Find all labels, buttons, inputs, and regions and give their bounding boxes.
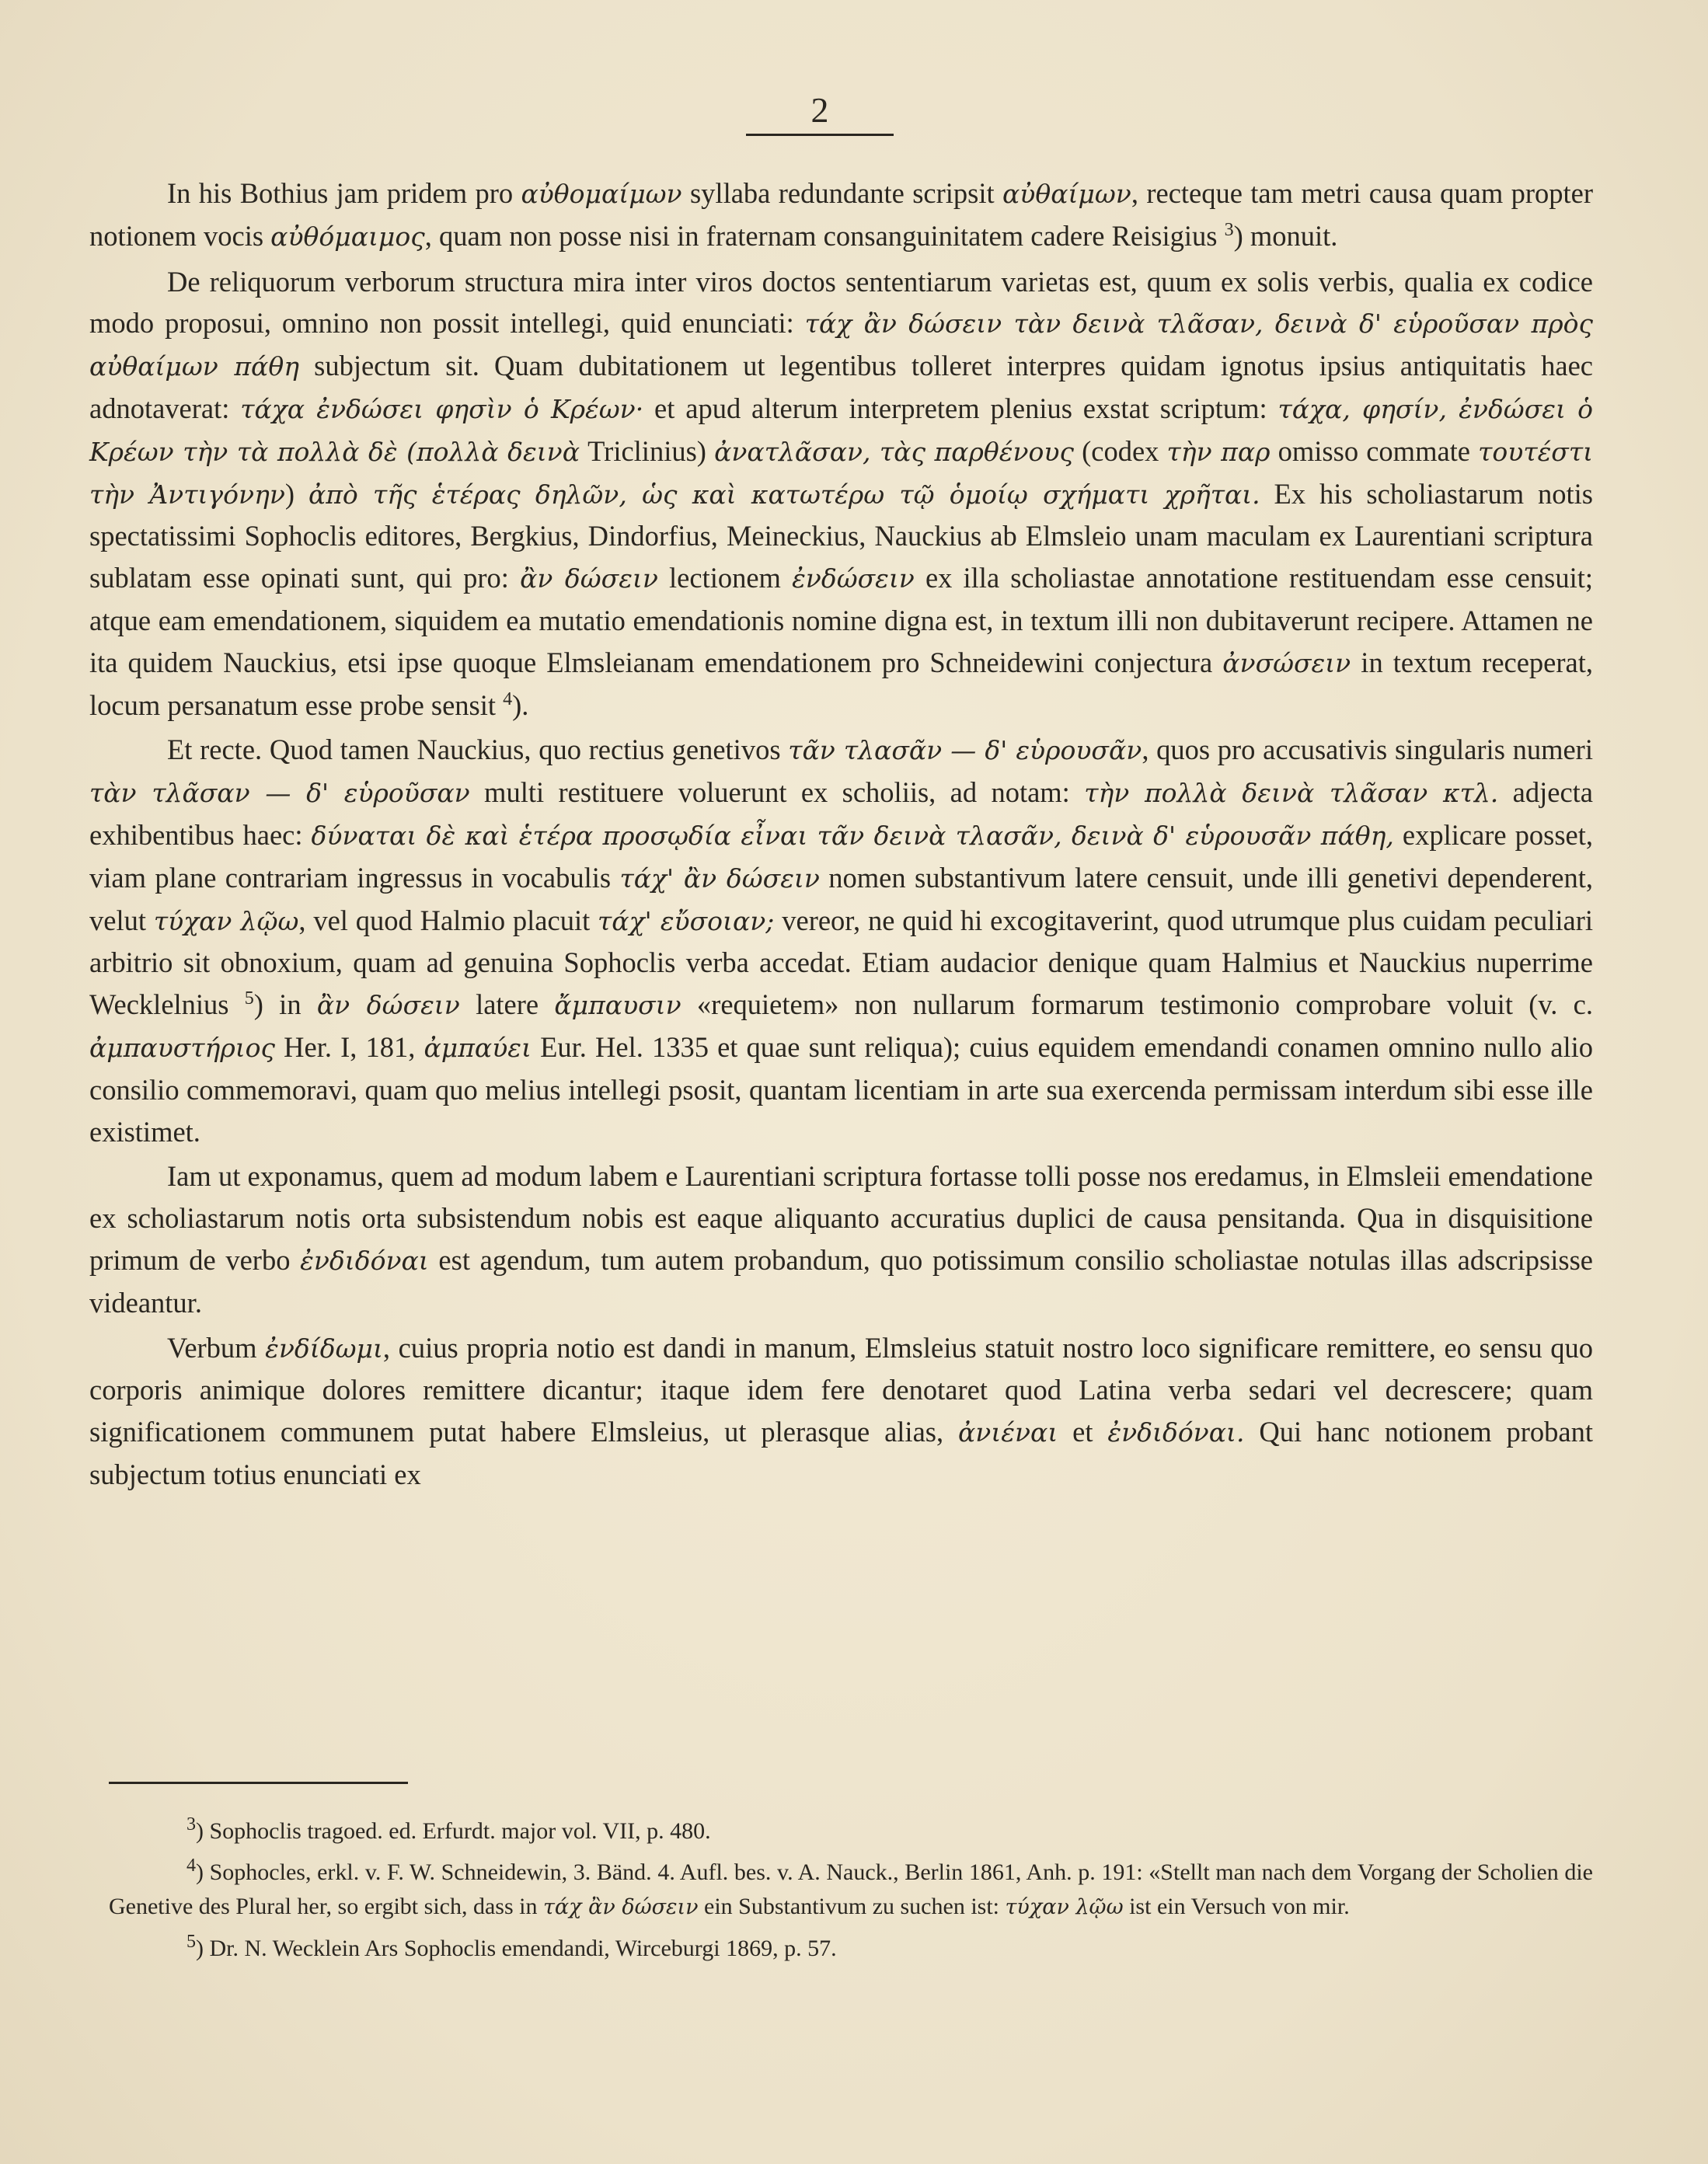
text-run: ) Sophocles, erkl. v. F. W. Schneidewin, 3. Bänd. 4. Aufl. bes. v. A. Nauck., Berlin 1861, Anh. p. 191: «Stellt man nach dem Vorgang der Scholien die Genetive des Plural her, so ergibt sich, dass in bbox=[109, 1859, 1593, 1919]
greek-quotation: τὴν παρ bbox=[1166, 436, 1271, 467]
text-run: syllaba redundante scripsit bbox=[681, 177, 1002, 209]
text-run: ex illa scholiastae annotatione restituendam esse censuit; atque eam emendationem, siquidem ea mutatio emendationis nomine digna est, in textum illi non dubitaverunt recipere. Attamen ne ita quidem Nauckius, etsi ipse quoque Elmsleianam emendationem pro Schneidewini conjectura bbox=[89, 562, 1593, 678]
greek-quotation: αὐθαίμων bbox=[1002, 179, 1131, 209]
text-run: , vel quod Halmio placuit bbox=[298, 904, 598, 936]
paragraph bbox=[89, 729, 1593, 1152]
paragraph bbox=[89, 172, 1593, 258]
greek-quotation: ἀπὸ τῆς ἑτέρας δηλῶν, ὡς καὶ κατωτέρω τῷ ὁμοίῳ σχήματι χρῆται. bbox=[308, 479, 1260, 510]
greek-quotation: ἐνδώσειν bbox=[792, 563, 915, 594]
text-run: Iam ut exponamus, quem ad modum labem e Laurentiani scriptura fortasse tolli posse nos eredamus, in Elmsleii emendatione ex scholiastarum notis orta subsistendum nobis est eaque aliquanto accuratius duplici de causa pensitanda. Qua in disquisitione primum de verbo bbox=[89, 1160, 1593, 1276]
text-run: lectionem bbox=[657, 562, 793, 594]
greek-quotation: ἐνδιδόναι. bbox=[1107, 1417, 1245, 1448]
greek-quotation: τουτέστι τὴν Ἀντιγόνην bbox=[89, 436, 1594, 510]
greek-quotation: ἂν δώσειν bbox=[520, 563, 658, 594]
text-run: Et recte. Quod tamen Nauckius, quo rectius genetivos bbox=[167, 734, 789, 766]
greek-quotation: αὐθομαίμων bbox=[521, 179, 682, 209]
text-run: «requietem» non nullarum formarum testimonio comprobare voluit (v. c. bbox=[681, 988, 1593, 1021]
text-run: (codex bbox=[1073, 434, 1167, 467]
greek-quotation: ἄμπαυσιν bbox=[554, 990, 681, 1021]
text-run: subjectum sit. Quam dubitationem ut legentibus tolleret interpres quidam ignotus ipsius antiquitatis haec adnotaverat: bbox=[89, 350, 1593, 424]
text-run: Her. I, 181, bbox=[275, 1030, 424, 1063]
paragraph bbox=[89, 261, 1593, 727]
greek-quotation: ἀνιέναι bbox=[957, 1417, 1058, 1448]
footnote-reference: 5 bbox=[186, 1932, 196, 1952]
footnote-reference: 4 bbox=[503, 688, 513, 709]
greek-quotation: τάχ ἂν δώσειν τὰν δεινὰ τλᾶσαν, δεινὰ δ' εὑροῦσαν πρὸς αὐθαίμων πάθη bbox=[89, 308, 1593, 382]
text-run: , recteque tam metri causa quam propter notionem vocis bbox=[89, 177, 1593, 252]
greek-quotation: ἀμπαυστήριος bbox=[89, 1032, 276, 1063]
paragraph bbox=[89, 1327, 1593, 1496]
greek-quotation: τάχα, φησίν, ἐνδώσει ὁ Κρέων τὴν τὰ πολλὰ δὲ (πολλὰ δεινὰ bbox=[89, 393, 1593, 467]
text-run: et apud alterum interpretem plenius exstat scriptum: bbox=[643, 392, 1278, 424]
text-run: Verbum bbox=[167, 1331, 266, 1364]
text-run: ). bbox=[512, 688, 529, 721]
greek-quotation: τύχαν λῷω bbox=[153, 905, 299, 936]
greek-quotation: τάχα ἐνδώσει φησὶν ὁ Κρέων· bbox=[240, 393, 644, 424]
greek-quotation: ἀνσώσειν bbox=[1222, 647, 1351, 678]
text-run: omisso commate bbox=[1270, 434, 1479, 467]
text-run: adjecta exhibentibus haec: bbox=[89, 776, 1593, 851]
greek-quotation: ἀνατλᾶσαν, τὰς παρθένους bbox=[714, 436, 1074, 467]
text-run: ) Dr. N. Wecklein Ars Sophoclis emendandi, Wirceburgi 1869, p. 57. bbox=[196, 1936, 837, 1961]
footnote-reference: 3 bbox=[186, 1814, 196, 1835]
footnote-separator bbox=[109, 1782, 408, 1784]
footnote bbox=[109, 1856, 1593, 1925]
text-run: In his Bothius jam pridem pro bbox=[167, 177, 521, 209]
footnote bbox=[109, 1932, 1593, 1966]
text-run: ist ein Versuch von mir. bbox=[1123, 1894, 1350, 1919]
text-run: et bbox=[1058, 1416, 1108, 1448]
greek-quotation: τὴν πολλὰ δεινὰ τλᾶσαν κτλ. bbox=[1084, 778, 1499, 809]
text-run: ) Sophoclis tragoed. ed. Erfurdt. major vol. VII, p. 480. bbox=[196, 1818, 711, 1844]
text-run: explicare posset, viam plane contrariam ingressus in vocabulis bbox=[89, 818, 1593, 894]
text-run: , quos pro accusativis singularis numeri bbox=[1142, 734, 1593, 766]
text-run: Ex his scholiastarum notis spectatissimi Sophoclis editores, Bergkius, Dindorfius, Meineckius, Nauckius ab Elmsleio unam maculam ex Laurentiani scriptura sublatam esse opinati sunt, qui pro: bbox=[89, 477, 1594, 594]
text-run: latere bbox=[459, 988, 555, 1021]
greek-quotation: τάχ ἂν δώσειν bbox=[542, 1895, 699, 1919]
text-run: ) in bbox=[253, 988, 317, 1021]
text-run: nomen substantivum latere censuit, unde illi genetivi dependerent, velut bbox=[89, 861, 1593, 936]
greek-quotation: τάχ' ἂν δώσειν bbox=[619, 862, 820, 894]
footnote bbox=[109, 1814, 1593, 1849]
page-number-rule bbox=[746, 134, 894, 136]
greek-quotation: δύναται δὲ καὶ ἑτέρα προσῳδία εἶναι τᾶν δεινὰ τλασᾶν, δεινὰ δ' εὑρουσᾶν πάθη, bbox=[311, 820, 1394, 851]
text-run: Triclinius) bbox=[580, 434, 715, 467]
greek-quotation: αὐθόμαιμος bbox=[270, 221, 425, 252]
paragraph bbox=[89, 1155, 1593, 1323]
footnote-reference: 3 bbox=[1224, 219, 1234, 240]
greek-quotation: τᾶν τλασᾶν — δ' εὑρουσᾶν bbox=[788, 735, 1142, 766]
text-run: in textum receperat, locum persanatum esse probe sensit bbox=[89, 646, 1594, 721]
text-run: ) bbox=[284, 477, 308, 510]
text-run: multi restituere voluerunt ex scholiis, ad notam: bbox=[469, 776, 1085, 809]
text-run: , cuius propria notio est dandi in manum, Elmsleius statuit nostro loco significare remittere, eo sensu quo corporis animique dolores remittere dicantur; itaque idem fere denotaret quod Latina verba sedari vel decrescere; quam significationem communem putat habere Elmsleius, ut plerasque alias, bbox=[89, 1331, 1594, 1448]
greek-quotation: τάχ' εὔσοιαν; bbox=[598, 905, 775, 936]
text-run: Qui hanc notionem probant subjectum totius enunciati ex bbox=[89, 1416, 1593, 1490]
footnotes bbox=[109, 1814, 1593, 1973]
footnote-reference: 4 bbox=[186, 1856, 196, 1876]
main-text bbox=[89, 172, 1593, 1499]
greek-quotation: τύχαν λῷω bbox=[1005, 1895, 1124, 1919]
greek-quotation: ἐνδίδωμι bbox=[265, 1333, 383, 1364]
text-run: De reliquorum verborum structura mira inter viros doctos sententiarum varietas est, quum ex solis verbis, qualia ex codice modo proposui, omnino non possit intellegi, quid enunciati: bbox=[89, 265, 1593, 340]
text-run: est agendum, tum autem probandum, quo potissimum consilio scholiastae notulas illas adscripsisse videantur. bbox=[89, 1243, 1593, 1319]
text-run: , quam non posse nisi in fraternam consanguinitatem cadere Reisigius bbox=[424, 219, 1225, 252]
footnote-reference: 5 bbox=[244, 988, 254, 1009]
text-run: ) monuit. bbox=[1233, 219, 1338, 252]
text-run: Eur. Hel. 1335 et quae sunt reliqua); cuius equidem emendandi conamen omnino nullo alio consilio commemoravi, quam quo melius intellegi psosit, quantam licentiam in arte sua exercenda permissam interdum sibi esse ille existimet. bbox=[89, 1030, 1593, 1148]
greek-quotation: τὰν τλᾶσαν — δ' εὑροῦσαν bbox=[89, 778, 470, 809]
text-run: vereor, ne quid hi excogitaverint, quod utrumque plus cuidam peculiari arbitrio sit obnoxium, quam ad genuina Sophoclis verba accedat. Etiam audacior denique quam Halmius et Nauckius nuperrime Wecklelnius bbox=[89, 904, 1593, 1021]
greek-quotation: ἐνδιδόναι bbox=[300, 1245, 429, 1276]
text-run: ein Substantivum zu suchen ist: bbox=[698, 1894, 1006, 1919]
greek-quotation: ἀμπαύει bbox=[424, 1032, 532, 1063]
greek-quotation: ἂν δώσειν bbox=[316, 990, 460, 1021]
page-number: 2 bbox=[810, 90, 829, 130]
